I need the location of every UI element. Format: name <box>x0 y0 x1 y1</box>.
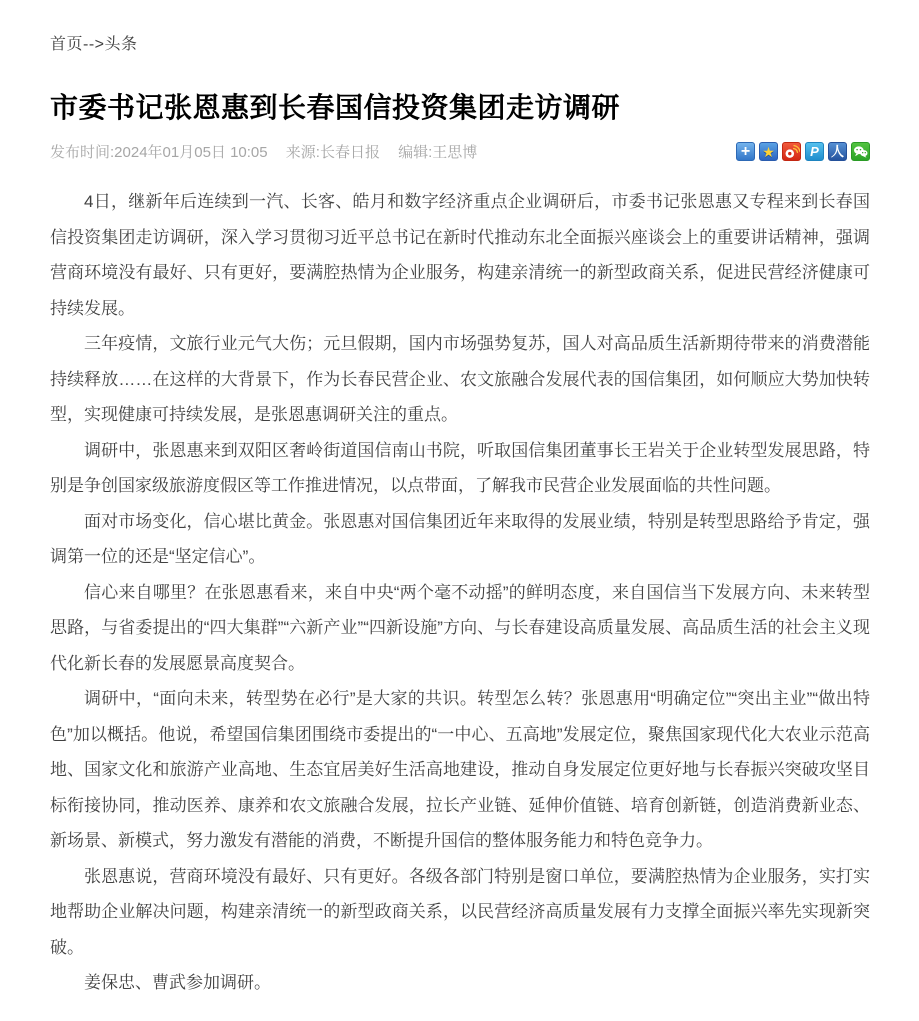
weibo-eye-icon <box>783 143 800 160</box>
paragraph-4: 面对市场变化，信心堪比黄金。张恩惠对国信集团近年来取得的发展业绩，特别是转型思路给予肯定，强调第一位的还是“坚定信心”。 <box>50 511 870 567</box>
wechat-bubbles-icon <box>852 143 869 160</box>
article-meta <box>50 141 477 162</box>
article-body <box>50 184 870 1001</box>
paragraph-1: 4日，继新年后连续到一汽、长客、皓月和数字经济重点企业调研后，市委书记张恩惠又专程来到长春国信投资集团走访调研，深入学习贯彻习近平总书记在新时代推动东北全面振兴座谈会上的重要讲话精神，强调营商环境没有最好、只有更好，要满腔热情为企业服务，构建亲清统一的新型政商关系，促进民营经济健康可持续发展。 <box>50 192 870 318</box>
breadcrumb <box>50 0 870 54</box>
paragraph-5: 信心来自哪里？在张恩惠看来，来自中央“两个毫不动摇”的鲜明态度，来自国信当下发展方向、未来转型思路，与省委提出的“四大集群”“六新产业”“四新设施”方向、与长春建设高质量发展、高品质生活的社会主义现代化新长春的发展愿景高度契合。 <box>50 582 870 673</box>
paragraph-3: 调研中，张恩惠来到双阳区奢岭街道国信南山书院，听取国信集团董事长王岩关于企业转型发展思路，特别是争创国家级旅游度假区等工作推进情况，以点带面，了解我市民营企业发展面临的共性问题。 <box>50 440 870 496</box>
pengyou-p-glyph: P <box>810 144 819 160</box>
paragraph-7: 张恩惠说，营商环境没有最好、只有更好。各级各部门特别是窗口单位，要满腔热情为企业服务，实打实地帮助企业解决问题，构建亲清统一的新型政商关系，以民营经济高质量发展有力支撑全面振兴率先实现新突破。 <box>50 866 870 957</box>
paragraph-2: 三年疫情，文旅行业元气大伤；元旦假期，国内市场强势复苏，国人对高品质生活新期待带来的消费潜能持续释放……在这样的大背景下，作为长春民营企业、农文旅融合发展代表的国信集团，如何顺应大势加快转型，实现健康可持续发展，是张恩惠调研关注的重点。 <box>50 334 870 425</box>
breadcrumb-section-link[interactable]: 头条 <box>104 36 138 53</box>
renren-glyph: 人 <box>830 144 844 160</box>
paragraph-8: 姜保忠、曹武参加调研。 <box>84 973 271 993</box>
paragraph-6: 调研中，“面向未来，转型势在必行”是大家的共识。转型怎么转？张恩惠用“明确定位”“突出主业”“做出特色”加以概括。他说，希望国信集团围绕市委提出的“一中心、五高地”发展定位，聚焦国家现代化大农业示范高地、国家文化和旅游产业高地、生态宜居美好生活高地建设，推动自身发展定位更好地与长春振兴突破攻坚目标衔接协同，推动医养、康养和农文旅融合发展，拉长产业链、延伸价值链、培育创新链，创造消费新业态、新场景、新模式，努力激发有潜能的消费，不断提升国信的整体服务能力和特色竞争力。 <box>50 689 870 851</box>
meta-row <box>50 141 870 162</box>
article-editor: 编辑:王思博 <box>398 144 478 162</box>
sina-weibo-share-icon[interactable] <box>782 142 801 161</box>
publish-time: 发布时间:2024年01月05日 10:05 <box>50 144 268 162</box>
pengyou-share-icon[interactable] <box>805 142 824 161</box>
qzone-share-icon[interactable] <box>759 142 778 161</box>
share-bar <box>736 142 870 161</box>
share-more-icon[interactable] <box>736 142 755 161</box>
wechat-share-icon[interactable] <box>851 142 870 161</box>
breadcrumb-home-link[interactable]: 首页 <box>50 36 84 53</box>
article-source: 来源:长春日报 <box>285 144 380 162</box>
star-glyph: ★ <box>762 143 775 160</box>
article-title: 市委书记张恩惠到长春国信投资集团走访调研 <box>50 92 621 123</box>
renren-share-icon[interactable] <box>828 142 847 161</box>
breadcrumb-separator: --> <box>83 36 105 53</box>
plus-glyph: + <box>740 142 751 160</box>
